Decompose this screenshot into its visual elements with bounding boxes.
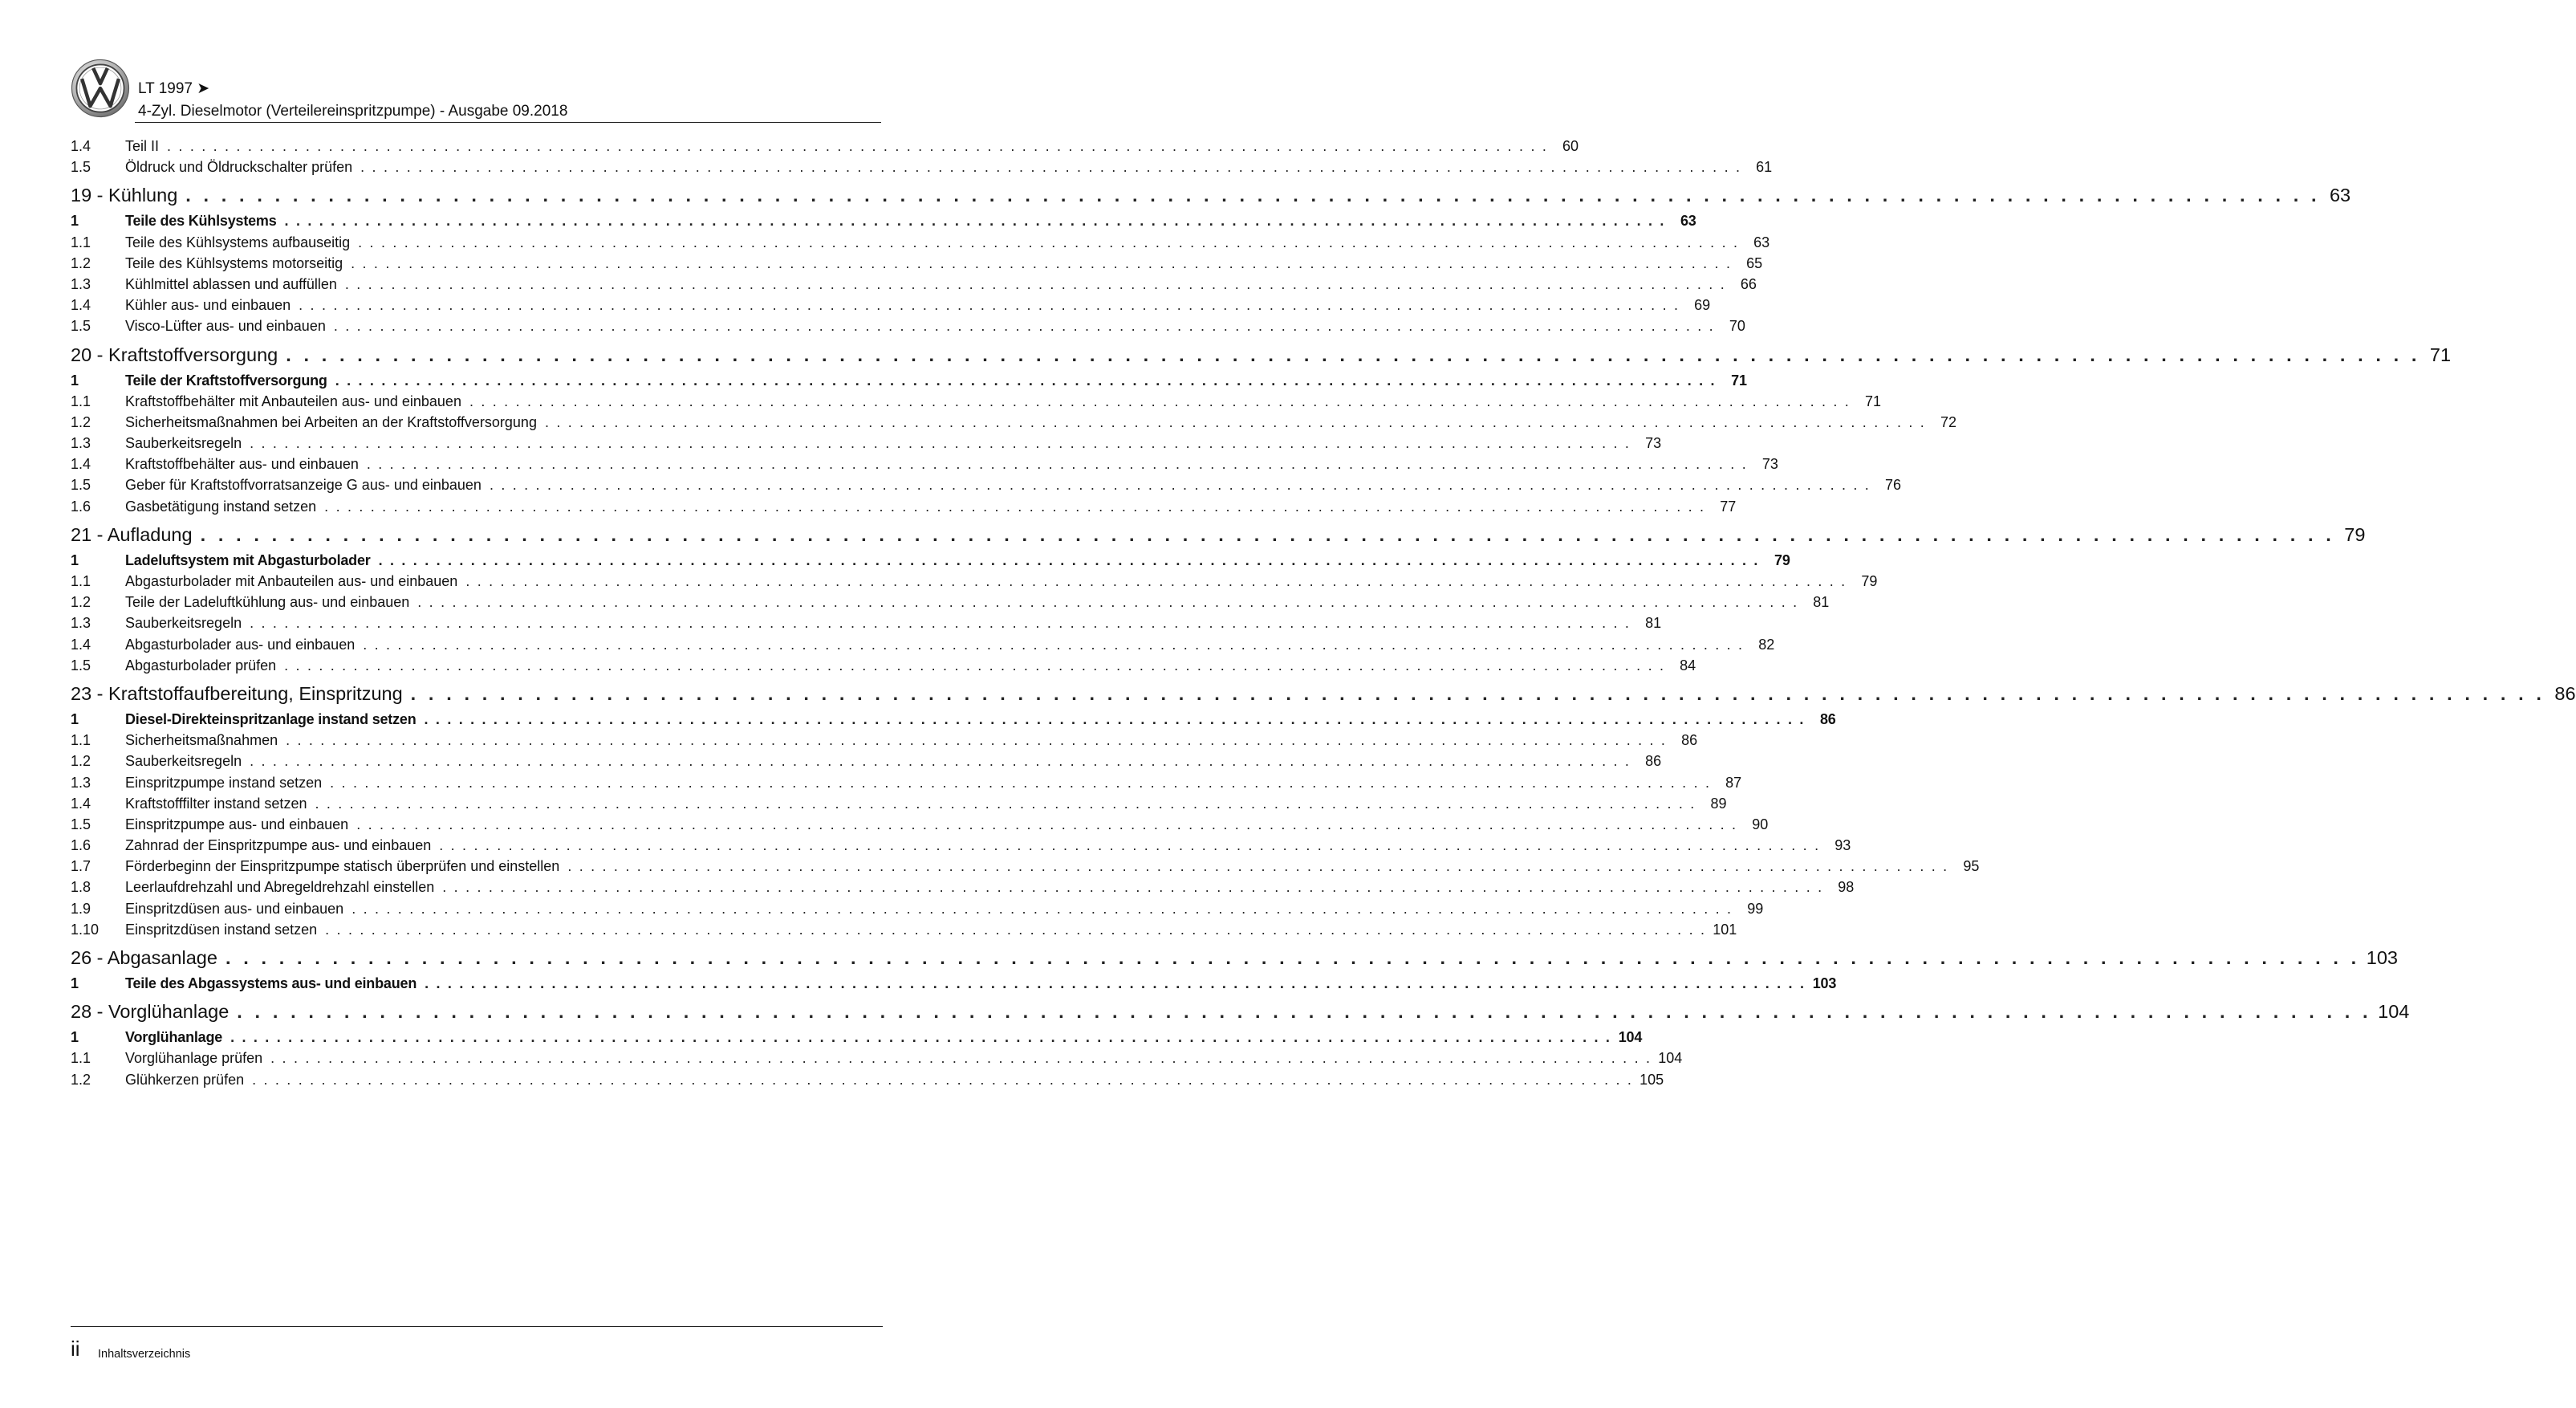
toc-entry-title: Vorglühanlage <box>125 1029 223 1046</box>
footer-label: Inhaltsverzeichnis <box>98 1348 191 1361</box>
dot-leader: . . . . . . . . . . . . . . . . . . . . . . . . . . . . . . . . . . . . . . . . . . . . . . . . . . . . . . . . . . . . . . . . . . . . . . . . . . . . . . . . . . . . . . . . . . . . . . . . . . . . . . . . . . . . . . . . . . . . . . . . <box>167 138 1549 154</box>
toc-entry[interactable] <box>71 657 1696 678</box>
footer-page-number: ii <box>71 1337 80 1361</box>
toc-chapter-page: 79 <box>2344 523 2366 545</box>
toc-entry-number: 1.4 <box>71 795 91 812</box>
page-header <box>71 59 881 123</box>
toc-chapter-title: 26 - Abgasanlage <box>71 947 217 968</box>
toc-entry[interactable] <box>71 1050 1683 1071</box>
dot-leader: . . . . . . . . . . . . . . . . . . . . . . . . . . . . . . . . . . . . . . . . . . . . . . . . . . . . . . . . . . . . . . . . . . . . . . . . . . . . . . . . . . . . . . . . . . . . . . . . . . . . . . . . . . . . . . . . . . . . . . . . <box>439 837 1821 854</box>
dot-leader: . . . . . . . . . . . . . . . . . . . . . . . . . . . . . . . . . . . . . . . . . . . . . . . . . . . . . . . . . . . . . . . . . . . . . . . . . . . . . . . . . . . . . . . . . . . . . . . . . . . . . . . . . . . . . . . . . . . . . . . . <box>250 753 1631 770</box>
dot-leader: . . . . . . . . . . . . . . . . . . . . . . . . . . . . . . . . . . . . . . . . . . . . . . . . . . . . . . . . . . . . . . . . . . . . . . . . . . . . . . . . . . . . . . . . . . . . . . . . . . . . . . . . . . . . . . . . . . . . . . . . <box>200 523 2335 545</box>
vw-logo-icon <box>71 59 130 118</box>
toc-entry-page: 63 <box>1680 213 1696 230</box>
toc-entry-page: 86 <box>1645 753 1662 770</box>
dot-leader: . . . . . . . . . . . . . . . . . . . . . . . . . . . . . . . . . . . . . . . . . . . . . . . . . . . . . . . . . . . . . . . . . . . . . . . . . . . . . . . . . . . . . . . . . . . . . . . . . . . . . . . . . . . . . . . . . . . . . . . . <box>358 234 1740 250</box>
toc-entry-title: Kraftstoffbehälter aus- und einbauen <box>125 456 359 473</box>
toc-entry-title: Sauberkeitsregeln <box>125 435 242 452</box>
toc-entry-number: 1 <box>71 213 79 230</box>
toc-entry[interactable] <box>71 573 1878 594</box>
dot-leader: . . . . . . . . . . . . . . . . . . . . . . . . . . . . . . . . . . . . . . . . . . . . . . . . . . . . . . . . . . . . . . . . . . . . . . . . . . . . . . . . . . . . . . . . . . . . . . . . . . . . . . . . . . . . . . . . . . . . . . . . <box>424 710 1806 727</box>
toc-entry-page: 89 <box>1710 795 1727 812</box>
toc-entry-page: 93 <box>1834 837 1851 854</box>
toc-entry[interactable] <box>71 393 1882 414</box>
toc-entry[interactable] <box>71 159 1773 180</box>
toc-entry-title: Einspritzpumpe instand setzen <box>125 774 323 791</box>
dot-leader: . . . . . . . . . . . . . . . . . . . . . . . . . . . . . . . . . . . . . . . . . . . . . . . . . . . . . . . . . . . . . . . . . . . . . . . . . . . . . . . . . . . . . . . . . . . . . . . . . . . . . . . . . . . . . . . . . . . . . . . . <box>315 795 1696 812</box>
dot-leader: . . . . . . . . . . . . . . . . . . . . . . . . . . . . . . . . . . . . . . . . . . . . . . . . . . . . . . . . . . . . . . . . . . . . . . . . . . . . . . . . . . . . . . . . . . . . . . . . . . . . . . . . . . . . . . . . . . . . . . . . <box>335 372 1717 389</box>
toc-entry-title: Teile des Abgassystems aus- und einbauen <box>125 975 417 991</box>
toc-entry-number: 1.5 <box>71 159 91 176</box>
toc-entry[interactable] <box>71 710 1836 732</box>
toc-entry-number: 1.7 <box>71 858 91 875</box>
toc-entry-number: 1.4 <box>71 456 91 473</box>
toc-chapter-page: 103 <box>2366 947 2398 968</box>
toc-entry-number: 1.5 <box>71 477 91 494</box>
dot-leader: . . . . . . . . . . . . . . . . . . . . . . . . . . . . . . . . . . . . . . . . . . . . . . . . . . . . . . . . . . . . . . . . . . . . . . . . . . . . . . . . . . . . . . . . . . . . . . . . . . . . . . . . . . . . . . . . . . . . . . . . <box>344 275 1726 292</box>
toc-entry-title: Kraftstofffilter instand setzen <box>125 795 307 812</box>
toc-entry[interactable] <box>71 413 1957 435</box>
dot-leader: . . . . . . . . . . . . . . . . . . . . . . . . . . . . . . . . . . . . . . . . . . . . . . . . . . . . . . . . . . . . . . . . . . . . . . . . . . . . . . . . . . . . . . . . . . . . . . . . . . . . . . . . . . . . . . . . . . . . . . . . <box>270 1050 1652 1067</box>
toc-entry-page: 81 <box>1645 615 1662 632</box>
toc-entry[interactable] <box>71 456 1778 477</box>
toc-entry-number: 1.4 <box>71 636 91 653</box>
toc-entry-number: 1.3 <box>71 435 91 452</box>
toc-entry[interactable] <box>71 477 1901 498</box>
toc-chapter[interactable] <box>71 523 2366 551</box>
toc-entry-title: Teile des Kühlsystems <box>125 213 277 230</box>
toc-entry[interactable] <box>71 879 1855 900</box>
toc-entry-title: Kühler aus- und einbauen <box>125 297 291 314</box>
dot-leader: . . . . . . . . . . . . . . . . . . . . . . . . . . . . . . . . . . . . . . . . . . . . . . . . . . . . . . . . . . . . . . . . . . . . . . . . . . . . . . . . . . . . . . . . . . . . . . . . . . . . . . . . . . . . . . . . . . . . . . . . <box>250 615 1631 632</box>
toc-entry-number: 1.9 <box>71 900 91 917</box>
dot-leader: . . . . . . . . . . . . . . . . . . . . . . . . . . . . . . . . . . . . . . . . . . . . . . . . . . . . . . . . . . . . . . . . . . . . . . . . . . . . . . . . . . . . . . . . . . . . . . . . . . . . . . . . . . . . . . . . . . . . . . . . <box>442 879 1824 896</box>
toc-entry[interactable] <box>71 594 1830 615</box>
toc-entry-page: 77 <box>1720 498 1737 515</box>
toc-entry-title: Abgasturbolader mit Anbauteilen aus- und einbauen <box>125 573 458 589</box>
toc-entry-title: Einspritzpumpe aus- und einbauen <box>125 816 349 832</box>
toc-entry-number: 1.10 <box>71 921 100 938</box>
dot-leader: . . . . . . . . . . . . . . . . . . . . . . . . . . . . . . . . . . . . . . . . . . . . . . . . . . . . . . . . . . . . . . . . . . . . . . . . . . . . . . . . . . . . . . . . . . . . . . . . . . . . . . . . . . . . . . . . . . . . . . . . <box>366 456 1748 473</box>
toc-entry-page: 71 <box>1864 393 1882 409</box>
toc-chapter-title: 20 - Kraftstoffversorgung <box>71 344 278 365</box>
toc-entry-number: 1.2 <box>71 753 91 770</box>
toc-entry[interactable] <box>71 551 1790 573</box>
toc-entry-title: Sauberkeitsregeln <box>125 753 242 770</box>
toc-entry-title: Einspritzdüsen aus- und einbauen <box>125 900 344 917</box>
dot-leader: . . . . . . . . . . . . . . . . . . . . . . . . . . . . . . . . . . . . . . . . . . . . . . . . . . . . . . . . . . . . . . . . . . . . . . . . . . . . . . . . . . . . . . . . . . . . . . . . . . . . . . . . . . . . . . . . . . . . . . . . <box>469 393 1851 409</box>
toc-chapter-page: 86 <box>2554 682 2576 704</box>
table-of-contents <box>71 138 2576 1093</box>
toc-entry-title: Sicherheitsmaßnahmen <box>125 732 278 749</box>
toc-entry-page: 101 <box>1713 921 1737 938</box>
toc-chapter-title: 28 - Vorglühanlage <box>71 1001 230 1023</box>
toc-entry-number: 1 <box>71 372 79 389</box>
dot-leader: . . . . . . . . . . . . . . . . . . . . . . . . . . . . . . . . . . . . . . . . . . . . . . . . . . . . . . . . . . . . . . . . . . . . . . . . . . . . . . . . . . . . . . . . . . . . . . . . . . . . . . . . . . . . . . . . . . . . . . . . <box>410 682 2546 704</box>
toc-entry[interactable] <box>71 732 1698 753</box>
toc-entry-page: 86 <box>1819 710 1836 727</box>
toc-entry-number: 1.2 <box>71 413 91 430</box>
toc-chapter-page: 104 <box>2378 1001 2410 1023</box>
toc-entry[interactable] <box>71 921 1737 942</box>
dot-leader: . . . . . . . . . . . . . . . . . . . . . . . . . . . . . . . . . . . . . . . . . . . . . . . . . . . . . . . . . . . . . . . . . . . . . . . . . . . . . . . . . . . . . . . . . . . . . . . . . . . . . . . . . . . . . . . . . . . . . . . . <box>360 159 1742 176</box>
toc-entry-number: 1 <box>71 551 79 568</box>
toc-entry-number: 1.6 <box>71 837 91 854</box>
toc-entry-page: 60 <box>1562 138 1579 154</box>
header-subtitle: 4-Zyl. Dieselmotor (Verteilereinspritzpumpe) - Ausgabe 09.2018 <box>138 103 568 120</box>
toc-chapter[interactable] <box>71 185 2351 212</box>
toc-entry-page: 81 <box>1813 594 1830 611</box>
page-footer <box>71 1326 883 1374</box>
toc-entry-number: 1.2 <box>71 254 91 271</box>
toc-entry[interactable] <box>71 254 1763 276</box>
toc-chapter[interactable] <box>71 947 2398 975</box>
toc-entry-page: 70 <box>1729 318 1745 335</box>
toc-entry-page: 72 <box>1940 413 1957 430</box>
dot-leader: . . . . . . . . . . . . . . . . . . . . . . . . . . . . . . . . . . . . . . . . . . . . . . . . . . . . . . . . . . . . . . . . . . . . . . . . . . . . . . . . . . . . . . . . . . . . . . . . . . . . . . . . . . . . . . . . . . . . . . . . <box>185 185 2321 206</box>
toc-entry-number: 1.4 <box>71 297 91 314</box>
toc-entry-number: 1.5 <box>71 318 91 335</box>
dot-leader: . . . . . . . . . . . . . . . . . . . . . . . . . . . . . . . . . . . . . . . . . . . . . . . . . . . . . . . . . . . . . . . . . . . . . . . . . . . . . . . . . . . . . . . . . . . . . . . . . . . . . . . . . . . . . . . . . . . . . . . . <box>284 657 1666 673</box>
dot-leader: . . . . . . . . . . . . . . . . . . . . . . . . . . . . . . . . . . . . . . . . . . . . . . . . . . . . . . . . . . . . . . . . . . . . . . . . . . . . . . . . . . . . . . . . . . . . . . . . . . . . . . . . . . . . . . . . . . . . . . . . <box>330 774 1712 791</box>
toc-chapter-title: 19 - Kühlung <box>71 185 178 206</box>
toc-entry-number: 1 <box>71 975 79 991</box>
toc-entry[interactable] <box>71 636 1775 657</box>
toc-chapter[interactable] <box>71 344 2452 372</box>
toc-entry-page: 104 <box>1618 1029 1643 1046</box>
toc-entry-number: 1.1 <box>71 573 91 589</box>
dot-leader: . . . . . . . . . . . . . . . . . . . . . . . . . . . . . . . . . . . . . . . . . . . . . . . . . . . . . . . . . . . . . . . . . . . . . . . . . . . . . . . . . . . . . . . . . . . . . . . . . . . . . . . . . . . . . . . . . . . . . . . . <box>425 975 1806 991</box>
toc-entry-title: Öldruck und Öldruckschalter prüfen <box>125 159 353 176</box>
toc-entry-title: Gasbetätigung instand setzen <box>125 498 317 515</box>
header-divider <box>135 122 881 123</box>
dot-leader: . . . . . . . . . . . . . . . . . . . . . . . . . . . . . . . . . . . . . . . . . . . . . . . . . . . . . . . . . . . . . . . . . . . . . . . . . . . . . . . . . . . . . . . . . . . . . . . . . . . . . . . . . . . . . . . . . . . . . . . . <box>237 1001 2372 1023</box>
toc-entry-title: Abgasturbolader aus- und einbauen <box>125 636 356 653</box>
toc-entry-title: Diesel-Direkteinspritzanlage instand setzen <box>125 710 416 727</box>
toc-entry[interactable] <box>71 498 1737 519</box>
toc-entry-page: 73 <box>1645 435 1662 452</box>
toc-entry[interactable] <box>71 900 1764 922</box>
toc-entry-number: 1.1 <box>71 732 91 749</box>
toc-entry-title: Geber für Kraftstoffvorratsanzeige G aus- und einbauen <box>125 477 481 494</box>
toc-entry[interactable] <box>71 975 1837 996</box>
toc-entry-title: Sicherheitsmaßnahmen bei Arbeiten an der Kraftstoffversorgung <box>125 413 537 430</box>
dot-leader: . . . . . . . . . . . . . . . . . . . . . . . . . . . . . . . . . . . . . . . . . . . . . . . . . . . . . . . . . . . . . . . . . . . . . . . . . . . . . . . . . . . . . . . . . . . . . . . . . . . . . . . . . . . . . . . . . . . . . . . . <box>225 947 2360 968</box>
toc-entry[interactable] <box>71 213 1696 234</box>
toc-entry-title: Abgasturbolader prüfen <box>125 657 277 673</box>
toc-entry[interactable] <box>71 138 1579 159</box>
dot-leader: . . . . . . . . . . . . . . . . . . . . . . . . . . . . . . . . . . . . . . . . . . . . . . . . . . . . . . . . . . . . . . . . . . . . . . . . . . . . . . . . . . . . . . . . . . . . . . . . . . . . . . . . . . . . . . . . . . . . . . . . <box>351 254 1733 271</box>
toc-entry[interactable] <box>71 837 1851 858</box>
dot-leader: . . . . . . . . . . . . . . . . . . . . . . . . . . . . . . . . . . . . . . . . . . . . . . . . . . . . . . . . . . . . . . . . . . . . . . . . . . . . . . . . . . . . . . . . . . . . . . . . . . . . . . . . . . . . . . . . . . . . . . . . <box>230 1029 1612 1046</box>
toc-entry-number: 1.1 <box>71 1050 91 1067</box>
toc-entry-page: 73 <box>1761 456 1778 473</box>
dot-leader: . . . . . . . . . . . . . . . . . . . . . . . . . . . . . . . . . . . . . . . . . . . . . . . . . . . . . . . . . . . . . . . . . . . . . . . . . . . . . . . . . . . . . . . . . . . . . . . . . . . . . . . . . . . . . . . . . . . . . . . . <box>252 1071 1634 1088</box>
toc-entry-number: 1.8 <box>71 879 91 896</box>
footer-divider <box>71 1326 883 1327</box>
dot-leader: . . . . . . . . . . . . . . . . . . . . . . . . . . . . . . . . . . . . . . . . . . . . . . . . . . . . . . . . . . . . . . . . . . . . . . . . . . . . . . . . . . . . . . . . . . . . . . . . . . . . . . . . . . . . . . . . . . . . . . . . <box>489 477 1871 494</box>
toc-chapter-title: 21 - Aufladung <box>71 523 193 545</box>
toc-entry-number: 1.5 <box>71 816 91 832</box>
toc-entry-page: 61 <box>1756 159 1773 176</box>
toc-entry[interactable] <box>71 318 1745 339</box>
toc-entry-number: 1 <box>71 710 79 727</box>
toc-entry-title: Sauberkeitsregeln <box>125 615 242 632</box>
toc-entry-page: 71 <box>1731 372 1747 389</box>
toc-chapter-page: 63 <box>2329 185 2351 206</box>
toc-entry-number: 1.1 <box>71 234 91 250</box>
dot-leader: . . . . . . . . . . . . . . . . . . . . . . . . . . . . . . . . . . . . . . . . . . . . . . . . . . . . . . . . . . . . . . . . . . . . . . . . . . . . . . . . . . . . . . . . . . . . . . . . . . . . . . . . . . . . . . . . . . . . . . . . <box>351 900 1733 917</box>
toc-entry-number: 1.3 <box>71 774 91 791</box>
toc-entry-page: 84 <box>1680 657 1696 673</box>
toc-entry[interactable] <box>71 435 1662 456</box>
toc-entry[interactable] <box>71 372 1747 393</box>
toc-entry[interactable] <box>71 816 1769 837</box>
toc-entry-number: 1.3 <box>71 615 91 632</box>
toc-entry-title: Vorglühanlage prüfen <box>125 1050 263 1067</box>
dot-leader: . . . . . . . . . . . . . . . . . . . . . . . . . . . . . . . . . . . . . . . . . . . . . . . . . . . . . . . . . . . . . . . . . . . . . . . . . . . . . . . . . . . . . . . . . . . . . . . . . . . . . . . . . . . . . . . . . . . . . . . . <box>378 551 1760 568</box>
toc-chapter-title: 23 - Kraftstoffaufbereitung, Einspritzung <box>71 682 403 704</box>
dot-leader: . . . . . . . . . . . . . . . . . . . . . . . . . . . . . . . . . . . . . . . . . . . . . . . . . . . . . . . . . . . . . . . . . . . . . . . . . . . . . . . . . . . . . . . . . . . . . . . . . . . . . . . . . . . . . . . . . . . . . . . . <box>544 413 1927 430</box>
toc-entry[interactable] <box>71 795 1727 816</box>
toc-entry-page: 105 <box>1639 1071 1664 1088</box>
toc-entry-number: 1 <box>71 1029 79 1046</box>
toc-entry-title: Teile der Ladeluftkühlung aus- und einbauen <box>125 594 410 611</box>
toc-entry-page: 66 <box>1740 275 1757 292</box>
toc-entry[interactable] <box>71 753 1662 774</box>
toc-entry[interactable] <box>71 858 1980 879</box>
toc-entry-page: 79 <box>1774 551 1790 568</box>
toc-entry-number: 1.5 <box>71 657 91 673</box>
toc-entry-page: 79 <box>1861 573 1878 589</box>
dot-leader: . . . . . . . . . . . . . . . . . . . . . . . . . . . . . . . . . . . . . . . . . . . . . . . . . . . . . . . . . . . . . . . . . . . . . . . . . . . . . . . . . . . . . . . . . . . . . . . . . . . . . . . . . . . . . . . . . . . . . . . . <box>286 732 1668 749</box>
toc-entry-number: 1.4 <box>71 138 91 154</box>
toc-entry-page: 82 <box>1758 636 1775 653</box>
dot-leader: . . . . . . . . . . . . . . . . . . . . . . . . . . . . . . . . . . . . . . . . . . . . . . . . . . . . . . . . . . . . . . . . . . . . . . . . . . . . . . . . . . . . . . . . . . . . . . . . . . . . . . . . . . . . . . . . . . . . . . . . <box>417 594 1799 611</box>
toc-entry-title: Kraftstoffbehälter mit Anbauteilen aus- und einbauen <box>125 393 461 409</box>
toc-entry-title: Glühkerzen prüfen <box>125 1071 245 1088</box>
toc-entry-title: Visco-Lüfter aus- und einbauen <box>125 318 326 335</box>
toc-entry-page: 69 <box>1694 297 1711 314</box>
dot-leader: . . . . . . . . . . . . . . . . . . . . . . . . . . . . . . . . . . . . . . . . . . . . . . . . . . . . . . . . . . . . . . . . . . . . . . . . . . . . . . . . . . . . . . . . . . . . . . . . . . . . . . . . . . . . . . . . . . . . . . . . <box>333 318 1715 335</box>
toc-entry-page: 90 <box>1752 816 1769 832</box>
toc-entry[interactable] <box>71 275 1757 297</box>
dot-leader: . . . . . . . . . . . . . . . . . . . . . . . . . . . . . . . . . . . . . . . . . . . . . . . . . . . . . . . . . . . . . . . . . . . . . . . . . . . . . . . . . . . . . . . . . . . . . . . . . . . . . . . . . . . . . . . . . . . . . . . . <box>284 213 1666 230</box>
toc-entry[interactable] <box>71 1029 1643 1050</box>
toc-entry-title: Zahnrad der Einspritzpumpe aus- und einbauen <box>125 837 432 854</box>
dot-leader: . . . . . . . . . . . . . . . . . . . . . . . . . . . . . . . . . . . . . . . . . . . . . . . . . . . . . . . . . . . . . . . . . . . . . . . . . . . . . . . . . . . . . . . . . . . . . . . . . . . . . . . . . . . . . . . . . . . . . . . . <box>286 344 2421 365</box>
dot-leader: . . . . . . . . . . . . . . . . . . . . . . . . . . . . . . . . . . . . . . . . . . . . . . . . . . . . . . . . . . . . . . . . . . . . . . . . . . . . . . . . . . . . . . . . . . . . . . . . . . . . . . . . . . . . . . . . . . . . . . . . <box>465 573 1847 589</box>
toc-entry-title: Teil II <box>125 138 160 154</box>
toc-entry-title: Kühlmittel ablassen und auffüllen <box>125 275 337 292</box>
toc-entry-page: 95 <box>1963 858 1980 875</box>
dot-leader: . . . . . . . . . . . . . . . . . . . . . . . . . . . . . . . . . . . . . . . . . . . . . . . . . . . . . . . . . . . . . . . . . . . . . . . . . . . . . . . . . . . . . . . . . . . . . . . . . . . . . . . . . . . . . . . . . . . . . . . . <box>299 297 1680 314</box>
toc-entry-number: 1.1 <box>71 393 91 409</box>
toc-entry-title: Einspritzdüsen instand setzen <box>125 921 318 938</box>
toc-entry[interactable] <box>71 615 1662 636</box>
toc-entry-page: 63 <box>1753 234 1770 250</box>
toc-entry-title: Ladeluftsystem mit Abgasturbolader <box>125 551 371 568</box>
toc-entry-page: 87 <box>1725 774 1742 791</box>
toc-entry-number: 1.3 <box>71 275 91 292</box>
toc-entry-page: 104 <box>1658 1050 1683 1067</box>
dot-leader: . . . . . . . . . . . . . . . . . . . . . . . . . . . . . . . . . . . . . . . . . . . . . . . . . . . . . . . . . . . . . . . . . . . . . . . . . . . . . . . . . . . . . . . . . . . . . . . . . . . . . . . . . . . . . . . . . . . . . . . . <box>325 921 1707 938</box>
toc-entry[interactable] <box>71 234 1770 255</box>
toc-entry-title: Teile der Kraftstoffversorgung <box>125 372 327 389</box>
toc-entry[interactable] <box>71 1071 1664 1093</box>
toc-entry-title: Leerlaufdrehzahl und Abregeldrehzahl einstellen <box>125 879 435 896</box>
toc-entry[interactable] <box>71 297 1711 318</box>
toc-entry-number: 1.2 <box>71 594 91 611</box>
dot-leader: . . . . . . . . . . . . . . . . . . . . . . . . . . . . . . . . . . . . . . . . . . . . . . . . . . . . . . . . . . . . . . . . . . . . . . . . . . . . . . . . . . . . . . . . . . . . . . . . . . . . . . . . . . . . . . . . . . . . . . . . <box>567 858 1949 875</box>
toc-chapter-page: 71 <box>2429 344 2452 365</box>
dot-leader: . . . . . . . . . . . . . . . . . . . . . . . . . . . . . . . . . . . . . . . . . . . . . . . . . . . . . . . . . . . . . . . . . . . . . . . . . . . . . . . . . . . . . . . . . . . . . . . . . . . . . . . . . . . . . . . . . . . . . . . . <box>363 636 1745 653</box>
header-model: LT 1997 ➤ <box>138 80 210 97</box>
toc-chapter[interactable] <box>71 1001 2410 1028</box>
toc-chapter[interactable] <box>71 682 2576 710</box>
toc-entry-number: 1.2 <box>71 1071 91 1088</box>
toc-entry-page: 76 <box>1884 477 1901 494</box>
toc-entry-title: Teile des Kühlsystems aufbauseitig <box>125 234 351 250</box>
toc-entry-page: 86 <box>1681 732 1698 749</box>
toc-entry-page: 98 <box>1838 879 1855 896</box>
toc-entry-title: Förderbeginn der Einspritzpumpe statisch überprüfen und einstellen <box>125 858 560 875</box>
dot-leader: . . . . . . . . . . . . . . . . . . . . . . . . . . . . . . . . . . . . . . . . . . . . . . . . . . . . . . . . . . . . . . . . . . . . . . . . . . . . . . . . . . . . . . . . . . . . . . . . . . . . . . . . . . . . . . . . . . . . . . . . <box>356 816 1738 832</box>
toc-entry-number: 1.6 <box>71 498 91 515</box>
toc-entry-page: 65 <box>1746 254 1763 271</box>
toc-entry[interactable] <box>71 774 1742 796</box>
dot-leader: . . . . . . . . . . . . . . . . . . . . . . . . . . . . . . . . . . . . . . . . . . . . . . . . . . . . . . . . . . . . . . . . . . . . . . . . . . . . . . . . . . . . . . . . . . . . . . . . . . . . . . . . . . . . . . . . . . . . . . . . <box>324 498 1706 515</box>
toc-entry-page: 103 <box>1812 975 1837 991</box>
toc-entry-page: 99 <box>1747 900 1764 917</box>
dot-leader: . . . . . . . . . . . . . . . . . . . . . . . . . . . . . . . . . . . . . . . . . . . . . . . . . . . . . . . . . . . . . . . . . . . . . . . . . . . . . . . . . . . . . . . . . . . . . . . . . . . . . . . . . . . . . . . . . . . . . . . . <box>250 435 1631 452</box>
toc-entry-title: Teile des Kühlsystems motorseitig <box>125 254 343 271</box>
